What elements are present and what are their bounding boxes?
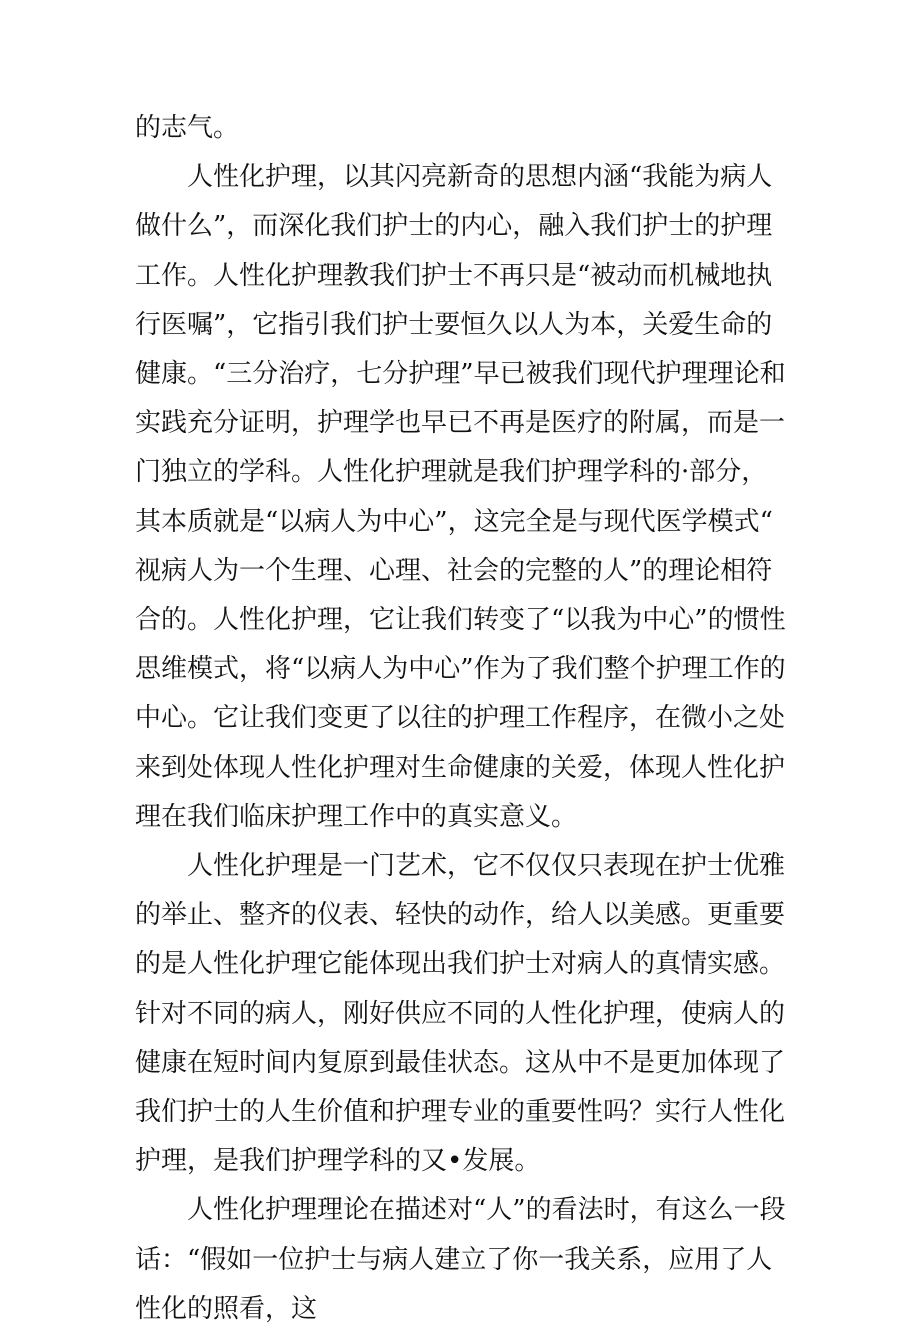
body-text (135, 104, 790, 1334)
paragraph-humanized-nursing-intro: 人性化护理，以其闪亮新奇的思想内涵“我能为病人做什么”，而深化我们护士的内心，融入我们护士的护理工作。人性化护理教我们护士不再只是“被动而机械地执行医嘱”，它指引我们护士要恒久以人为本，关爱生命的健康。“三分治疗，七分护理”早已被我们现代护理理论和实践充分证明，护理学也早已不再是医疗的附属，而是一门独立的学科。人性化护理就是我们护理学科的·部分，其本质就是“以病人为中心”，这完全是与现代医学模式“视病人为一个生理、心理、社会的完整的人”的理论相符合的。人性化护理，它让我们转变了“以我为中心”的惯性思维模式，将“以病人为中心”作为了我们整个护理工作的中心。它让我们变更了以往的护理工作程序，在微小之处来到处体现人性化护理对生命健康的关爱，体现人性化护理在我们临床护理工作中的真实意义。 (135, 162, 786, 832)
paragraph-nursing-theory: 人性化护理理论在描述对“人”的看法时，有这么一段话：“假如一位护士与病人建立了你一我关系，应用了人性化的照看，这 (135, 1195, 786, 1324)
paragraph-nursing-art: 人性化护理是一门艺术，它不仅仅只表现在护士优雅的举止、整齐的仪表、轻快的动作，给人以美感。更重要的是人性化护理它能体现出我们护士对病人的真情实感。针对不同的病人，刚好供应不同的人性化护理，使病人的健康在短时间内复原到最佳状态。这从中不是更加体现了我们护士的人生价值和护理专业的重要性吗？实行人性化护理，是我们护理学科的又•发展。 (135, 851, 786, 1177)
paragraph-continuation: 的志气。 (135, 113, 240, 143)
